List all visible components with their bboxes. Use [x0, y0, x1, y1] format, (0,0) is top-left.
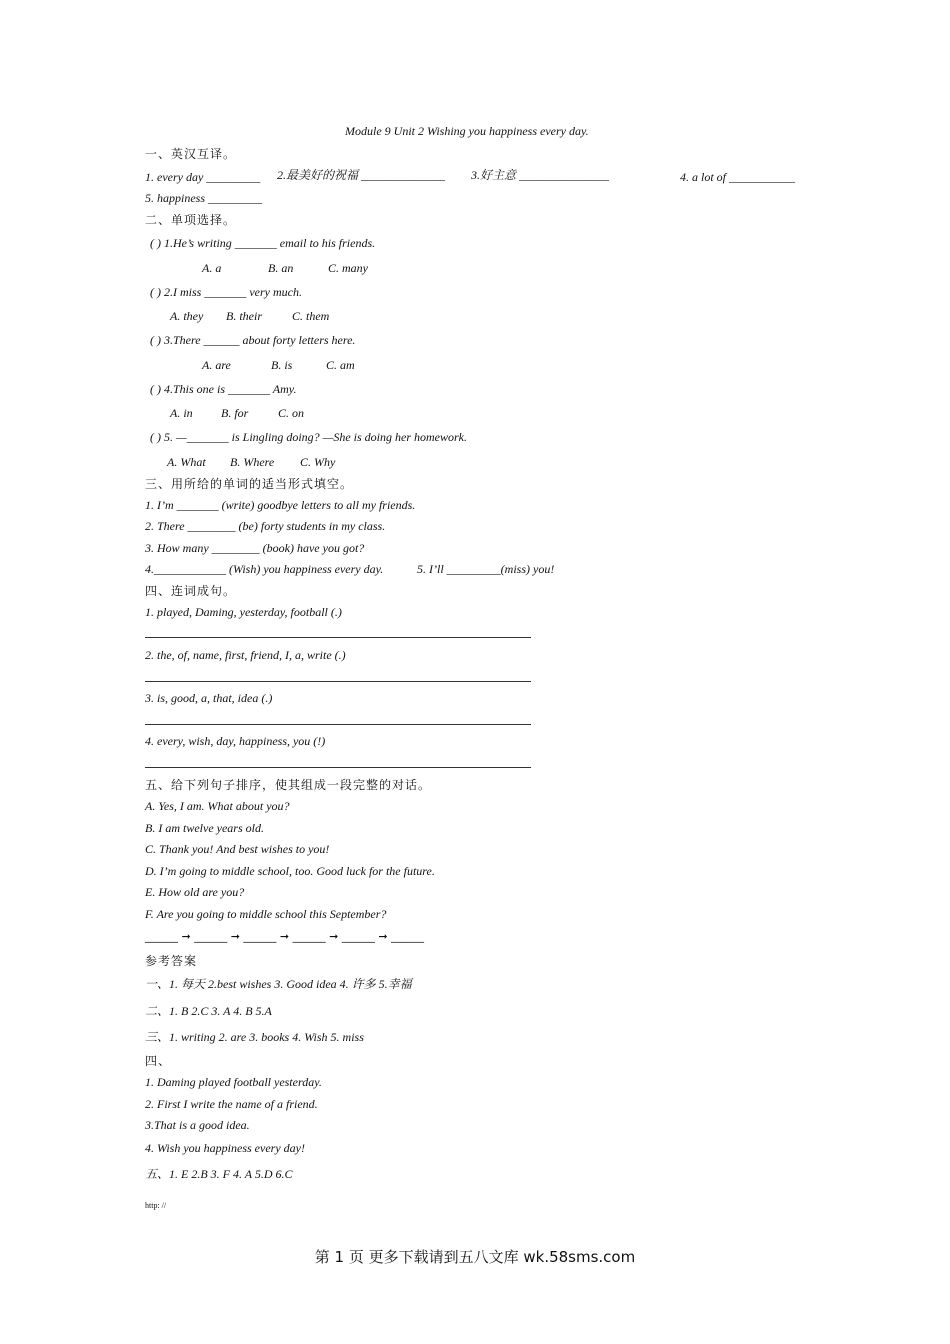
- q3-opt-b: B. is: [271, 358, 293, 372]
- section1-heading: 一、英汉互译。: [145, 147, 237, 161]
- answer-rule-3: [145, 724, 531, 725]
- http-note: http: //: [145, 1201, 167, 1210]
- s5-line-f: F. Are you going to middle school this September?: [145, 907, 387, 921]
- s1-item-2: 2.最美好的祝福 ______________: [277, 168, 446, 182]
- answers-4-3: 3.That is a good idea.: [145, 1118, 250, 1132]
- s5-line-d: D. I’m going to middle school, too. Good luck for the future.: [145, 864, 435, 878]
- q2-opt-a: A. they: [170, 309, 204, 323]
- answers-3: 三、1. writing 2. are 3. books 4. Wish 5. miss: [145, 1030, 364, 1044]
- answers-4-4: 4. Wish you happiness every day!: [145, 1141, 305, 1155]
- s4-line-2: 2. the, of, name, first, friend, I, a, write (.): [145, 648, 346, 662]
- s1-item-3: 3.好主意 _______________: [471, 168, 610, 182]
- s4-line-4: 4. every, wish, day, happiness, you (!): [145, 734, 326, 748]
- q4: ( ) 4.This one is _______ Amy.: [150, 382, 297, 396]
- s3-line-2: 2. There ________ (be) forty students in my class.: [145, 519, 386, 533]
- page-footer: 第 1 页 更多下载请到五八文库 wk.58sms.com: [314, 1248, 636, 1266]
- q2-opt-b: B. their: [226, 309, 262, 323]
- s5-order-line: ______ ➞ ______ ➞ ______ ➞ ______ ➞ ______ ➞ ______: [145, 930, 425, 943]
- s5-line-b: B. I am twelve years old.: [145, 821, 264, 835]
- q5-opt-b: B. Where: [230, 455, 275, 469]
- answers-4-2: 2. First I write the name of a friend.: [145, 1097, 318, 1111]
- s5-line-e: E. How old are you?: [145, 885, 245, 899]
- q4-opt-a: A. in: [170, 406, 193, 420]
- answers-5: 五、1. E 2.B 3. F 4. A 5.D 6.C: [145, 1167, 293, 1181]
- answers-4-heading: 四、: [145, 1054, 172, 1068]
- s1-item-5: 5. happiness _________: [145, 191, 262, 205]
- s5-line-c: C. Thank you! And best wishes to you!: [145, 842, 330, 856]
- q1-opt-a: A. a: [202, 261, 222, 275]
- q5-opt-a: A. What: [167, 455, 206, 469]
- section5-heading: 五、给下列句子排序，使其组成一段完整的对话。: [145, 778, 432, 792]
- s5-line-a: A. Yes, I am. What about you?: [145, 799, 290, 813]
- s1-item-1: 1. every day _________: [145, 170, 261, 184]
- answer-rule-2: [145, 681, 531, 682]
- answers-4-1: 1. Daming played football yesterday.: [145, 1075, 322, 1089]
- s3-line-3: 3. How many ________ (book) have you got?: [145, 541, 365, 555]
- q4-opt-c: C. on: [278, 406, 305, 420]
- answers-1: 一、1. 每天 2.best wishes 3. Good idea 4. 许多 5.幸福: [145, 977, 412, 991]
- q3-opt-c: C. am: [326, 358, 355, 372]
- answers-2: 二、1. B 2.C 3. A 4. B 5.A: [145, 1004, 272, 1018]
- q1-opt-b: B. an: [268, 261, 294, 275]
- s4-line-1: 1. played, Daming, yesterday, football (.): [145, 605, 342, 619]
- section2-heading: 二、单项选择。: [145, 213, 237, 227]
- s3-line-4: 4.____________ (Wish) you happiness every day.: [145, 562, 384, 576]
- q3-opt-a: A. are: [202, 358, 231, 372]
- q4-opt-b: B. for: [221, 406, 249, 420]
- q3: ( ) 3.There ______ about forty letters here.: [150, 333, 356, 347]
- q2: ( ) 2.I miss _______ very much.: [150, 285, 302, 299]
- s3-line-5: 5. I’ll _________(miss) you!: [417, 562, 555, 576]
- section3-heading: 三、用所给的单词的适当形式填空。: [145, 477, 354, 491]
- answers-heading: 参考答案: [145, 954, 198, 968]
- s1-item-4: 4. a lot of ___________: [680, 170, 796, 184]
- s3-line-1: 1. I’m _______ (write) goodbye letters to all my friends.: [145, 498, 416, 512]
- s4-line-3: 3. is, good, a, that, idea (.): [145, 691, 273, 705]
- q5: ( ) 5. —_______ is Lingling doing? —She is doing her homework.: [150, 430, 467, 444]
- answer-rule-4: [145, 767, 531, 768]
- q5-opt-c: C. Why: [300, 455, 336, 469]
- section4-heading: 四、连词成句。: [145, 584, 237, 598]
- q1-opt-c: C. many: [328, 261, 368, 275]
- q1: ( ) 1.He’s writing _______ email to his friends.: [150, 236, 376, 250]
- answer-rule-1: [145, 637, 531, 638]
- page-title: Module 9 Unit 2 Wishing you happiness every day.: [345, 124, 589, 138]
- q2-opt-c: C. them: [292, 309, 330, 323]
